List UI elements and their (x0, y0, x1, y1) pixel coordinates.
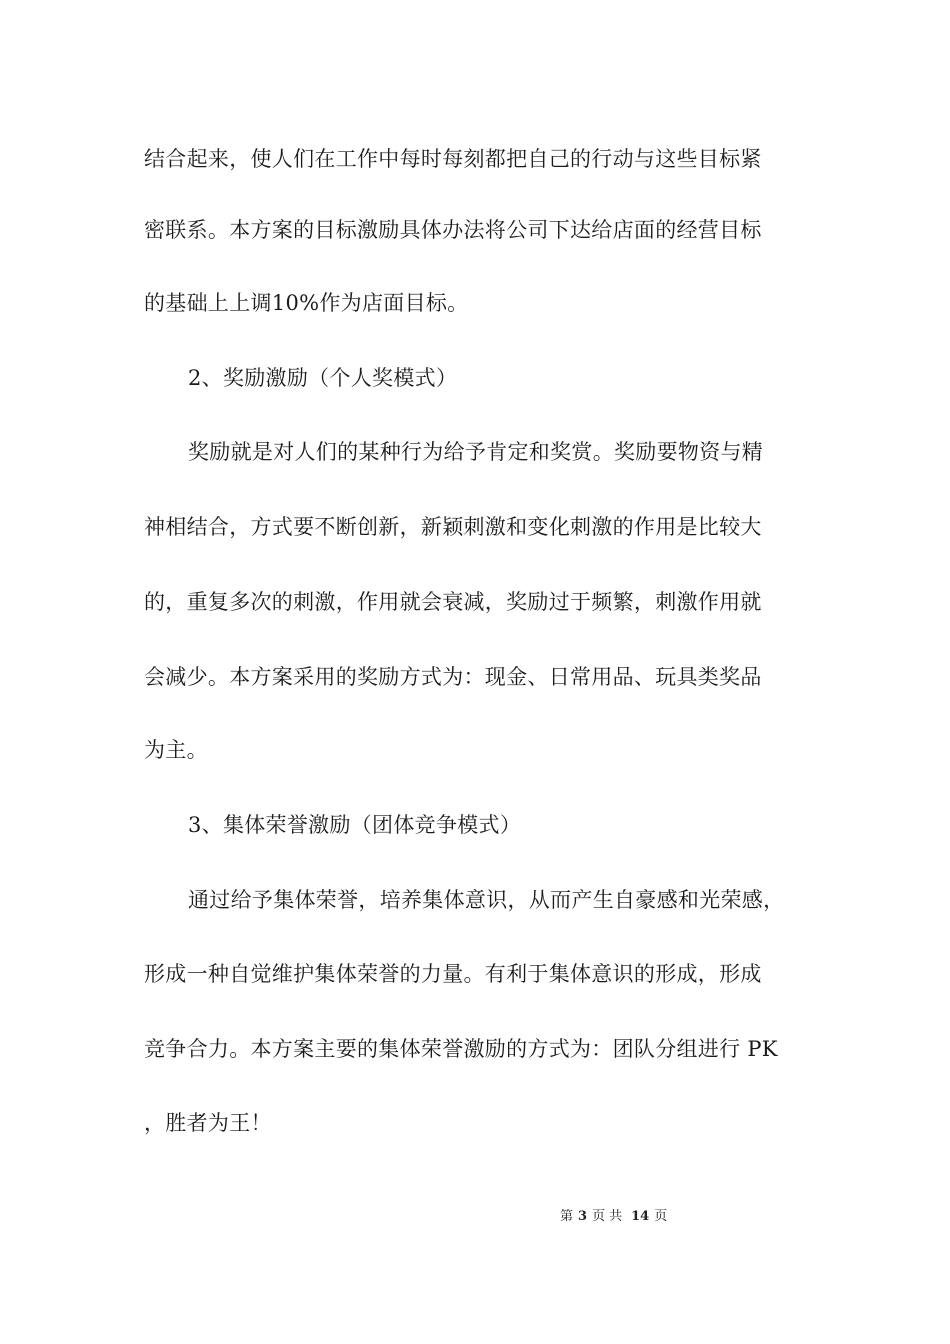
page-footer (560, 1207, 700, 1227)
body-line: ，胜者为王！ (144, 1111, 272, 1135)
footer-prefix: 第 (560, 1209, 574, 1224)
footer-current-page: 3 (578, 1209, 588, 1224)
body-line: 会减少。本方案采用的奖励方式为：现金、日常用品、玩具类奖品 (144, 665, 762, 689)
body-line: 竞争合力。本方案主要的集体荣誉激励的方式为：团队分组进行 PK (144, 1037, 778, 1061)
body-line: 的基础上上调10%作为店面目标。 (144, 291, 469, 315)
body-line: 结合起来，使人们在工作中每时每刻都把自己的行动与这些目标紧 (144, 147, 762, 171)
body-line: 的，重复多次的刺激，作用就会衰减，奖励过于频繁，刺激作用就 (144, 590, 762, 614)
footer-page-word: 页 (592, 1209, 606, 1224)
paragraph-first-line: 奖励就是对人们的某种行为给予肯定和奖赏。奖励要物资与精 (188, 440, 764, 464)
footer-total-word: 共 (609, 1209, 623, 1224)
body-line: 形成一种自觉维护集体荣誉的力量。有利于集体意识的形成，形成 (144, 962, 762, 986)
paragraph-first-line: 通过给予集体荣誉，培养集体意识，从而产生自豪感和光荣感， (188, 888, 785, 912)
section-heading: 3、集体荣誉激励（团体竞争模式） (188, 813, 522, 837)
body-line: 密联系。本方案的目标激励具体办法将公司下达给店面的经营目标 (144, 218, 762, 242)
section-heading: 2、奖励激励（个人奖模式） (188, 366, 458, 390)
footer-total-pages: 14 (631, 1209, 650, 1224)
body-line: 为主。 (144, 738, 208, 762)
footer-suffix: 页 (654, 1209, 668, 1224)
body-line: 神相结合，方式要不断创新，新颖刺激和变化刺激的作用是比较大 (144, 515, 762, 539)
